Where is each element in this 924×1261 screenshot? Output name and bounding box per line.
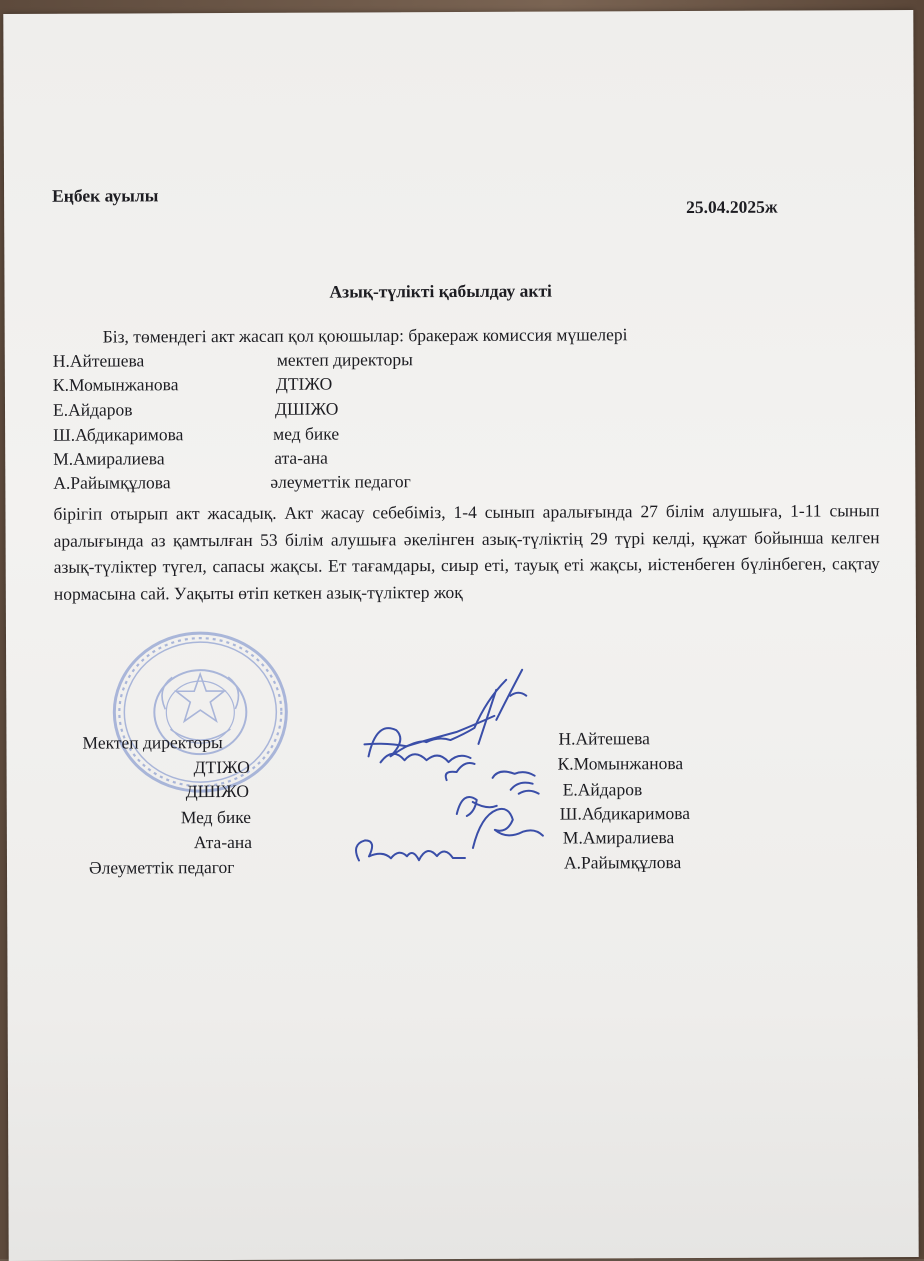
signature-role: Мектеп директоры (82, 732, 223, 753)
commission-role: ДТІЖО (275, 373, 333, 394)
signature-role: Әлеуметтік педагог (88, 856, 235, 878)
document-page (3, 10, 918, 1261)
document-date: 25.04.2025ж (686, 196, 778, 218)
signature-role: Ата-ана (193, 831, 253, 853)
commission-role: ДШІЖО (274, 398, 339, 419)
act-body-paragraph: бірігіп отырып акт жасадық. Акт жасау себебіміз, 1-4 сынып аралығында 27 білім алушыға, 1-11 сынып аралығында аз қамтылған 53 білім алушыға әкелінген азық-түліктің 29 түрі келді, құжат бойынша келген азық-түліктер түгел, сапасы жақсы. Ет тағамдары, сиыр еті, тауық еті жақсы, иістенбеген бүлінбеген, сақтау нормасына сай. Уақыты өтіп кеткен азық-түліктер жоқ (53, 500, 880, 604)
intro-text: Біз, төмендегі акт жасап қол қоюшылар: бракераж комиссия мүшелері (102, 324, 628, 347)
commission-role: ата-ана (274, 447, 328, 468)
signature-role: Мед бике (180, 806, 252, 828)
signature-name: К.Момынжанова (557, 753, 684, 774)
handwritten-signatures (346, 660, 547, 883)
signature-name: Е.Айдаров (562, 779, 643, 800)
signature-role: ДТІЖО (193, 756, 250, 778)
commission-name: Н.Айтешева (52, 350, 145, 371)
document-title: Азық-түлікті қабылдау акті (329, 280, 552, 302)
signature-name: А.Райымқұлова (563, 852, 682, 873)
commission-name: А.Райымқұлова (53, 472, 171, 493)
commission-name: Е.Айдаров (52, 399, 133, 420)
commission-role: мед бике (273, 423, 340, 444)
location-text: Еңбек ауылы (52, 185, 159, 206)
commission-role: мектеп директоры (276, 349, 413, 370)
commission-name: Ш.Абдикаримова (53, 424, 184, 445)
signature-role: ДШІЖО (185, 780, 250, 802)
signature-name: Н.Айтешева (558, 728, 650, 749)
commission-role: әлеуметтік педагог (270, 471, 411, 492)
commission-name: К.Момынжанова (52, 374, 179, 395)
signature-name: Ш.Абдикаримова (559, 803, 691, 824)
signature-name: М.Амиралиева (562, 827, 675, 848)
commission-name: М.Амиралиева (53, 448, 165, 469)
